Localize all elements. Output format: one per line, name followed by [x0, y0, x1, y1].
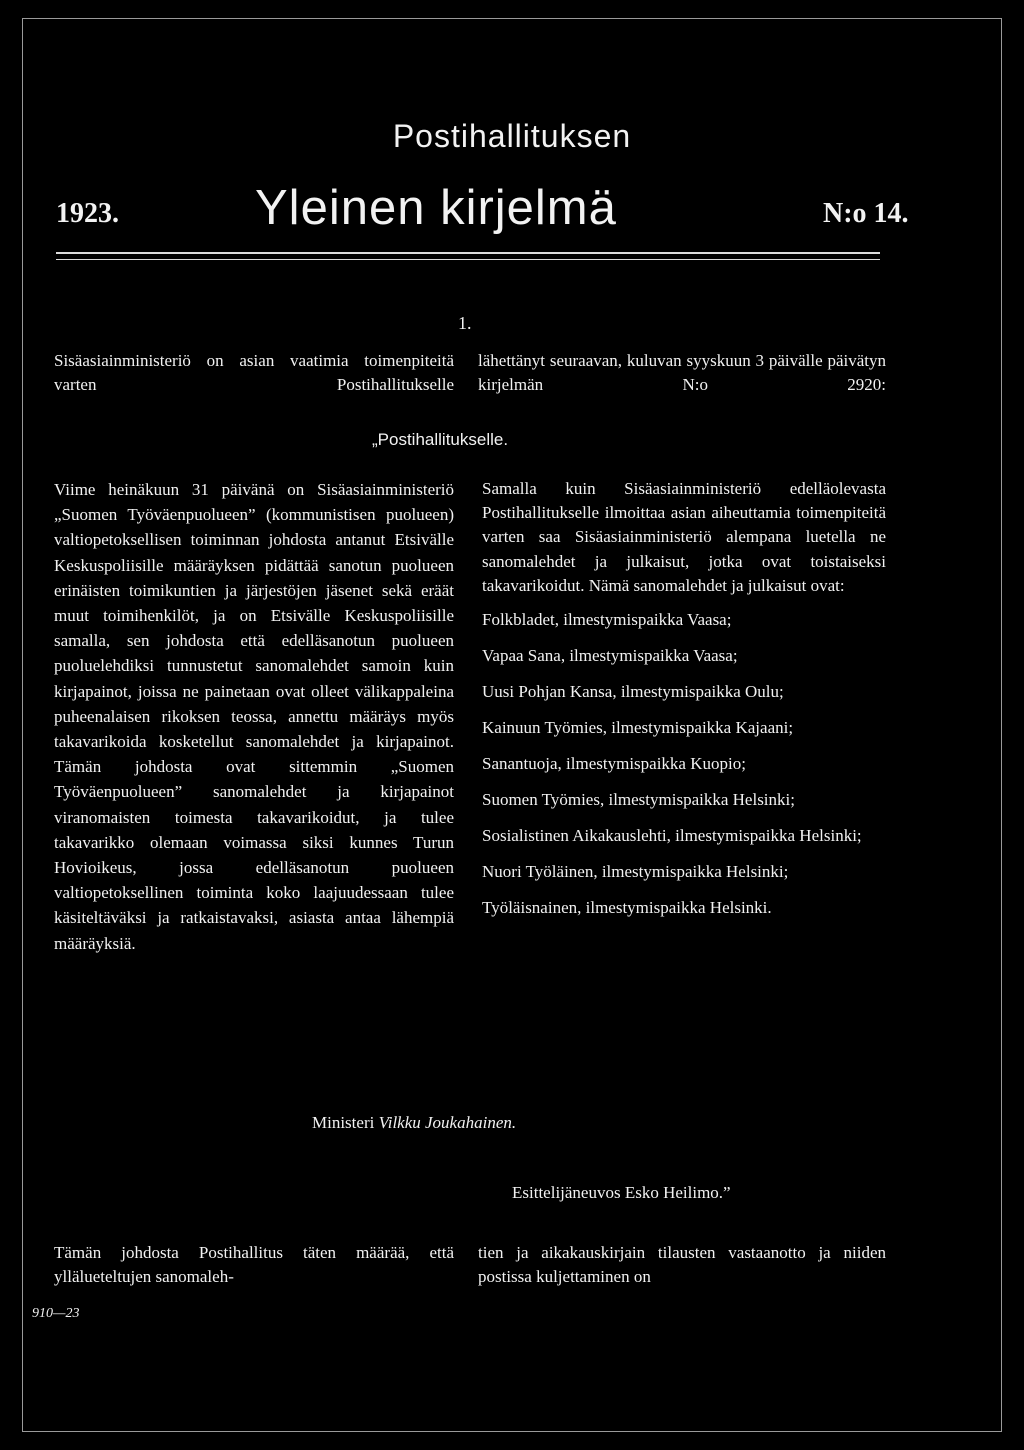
- issuer-heading: Postihallituksen: [392, 118, 632, 154]
- signature-name: Vilkku Joukahainen.: [378, 1113, 517, 1132]
- form-code: 910—23: [32, 1306, 80, 1321]
- right-column: [482, 477, 886, 932]
- referendary-signature: Esittelijäneuvos Esko Heilimo.”: [512, 1183, 731, 1202]
- document-title: Yleinen kirjelmä: [255, 181, 617, 235]
- intro-right: lähettänyt seuraavan, kuluvan syyskuun 3 päivälle päivätyn kirjelmän N:o 2920:: [478, 351, 886, 394]
- bottom-right-text: tien ja aikakauskirjain tilausten vastaanotto ja niiden postissa kuljettaminen on: [478, 1243, 886, 1286]
- salutation: „Postihallitukselle.: [372, 430, 509, 449]
- header-rule: [56, 252, 880, 254]
- right-column-intro: Samalla kuin Sisäasiainministeriö edelläolevasta Postihallitukselle ilmoittaa asian aiheuttamia toimenpiteitä varten saa Sisäasiainministeriö alempana luetella ne sanomalehdet ja julkaisut, jotka ovat toistaiseksi takavarikoidut. Nämä sanomalehdet ja julkaisut ovat:: [482, 479, 886, 595]
- signature-role: Ministeri: [312, 1113, 375, 1132]
- newspaper-entry: Uusi Pohjan Kansa, ilmestymispaikka Oulu;: [482, 682, 784, 702]
- bottom-left-text: Tämän johdosta Postihallitus täten määrää, että yllälueteltujen sanomaleh-: [54, 1243, 454, 1286]
- document-number: N:o 14.: [823, 198, 909, 229]
- document-year: 1923.: [56, 198, 119, 229]
- header-rule-thin: [56, 259, 880, 260]
- intro-left: Sisäasiainministeriö on asian vaatimia toimenpiteitä varten Postihallitukselle: [54, 351, 454, 394]
- newspaper-entry: Suomen Työmies, ilmestymispaikka Helsinki;: [482, 790, 795, 810]
- newspaper-entry: Folkbladet, ilmestymispaikka Vaasa;: [482, 610, 732, 630]
- newspaper-entry: Sanantuoja, ilmestymispaikka Kuopio;: [482, 754, 746, 774]
- section-number: 1.: [458, 313, 472, 333]
- newspaper-entry: Nuori Työläinen, ilmestymispaikka Helsinki;: [482, 862, 789, 882]
- minister-signature: [312, 1113, 516, 1133]
- newspaper-entry: Vapaa Sana, ilmestymispaikka Vaasa;: [482, 646, 738, 666]
- left-column-body: Viime heinäkuun 31 päivänä on Sisäasiainministeriö „Suomen Työväenpuolueen” (kommunistisen puolueen) valtiopetoksellisen toiminnan johdosta antanut Etsivälle Keskuspoliisille määräyksen pidättää sanotun puolueen erinäisten toimikuntien ja järjestöjen jäsenet sekä eräät muut toimihenkilöt, ja on Etsivälle Keskuspoliisille samalla, sen johdosta että edelläsanotun puolueen puoluelehdiksi tunnustetut sanomalehdet samoin kuin kirjapainot, joissa ne painetaan ovat olleet välikappaleina puheenalaisen rikoksen teossa, annettu määräys myös takavarikoida kosketellut sanomalehdet ja kirjapainot. Tämän johdosta ovat sittemmin „Suomen Työväenpuolueen” sanomalehdet ja kirjapainot viranomaisten toimesta takavarikoidut, ja tulee takavarikko olemaan voimassa siksi kunnes Turun Hovioikeus, jossa edelläsanotun puolueen valtiopetoksellinen toiminta koko laajuudessaan tulee käsiteltäväksi ja ratkaistavaksi, asiasta antaa lähempiä määräyksiä.: [54, 480, 454, 953]
- newspaper-entry: Sosialistinen Aikakauslehti, ilmestymispaikka Helsinki;: [482, 826, 862, 846]
- newspaper-entry: Kainuun Työmies, ilmestymispaikka Kajaani;: [482, 718, 794, 738]
- newspaper-entry: Työläisnainen, ilmestymispaikka Helsinki.: [482, 898, 772, 918]
- newspaper-list: [482, 608, 886, 919]
